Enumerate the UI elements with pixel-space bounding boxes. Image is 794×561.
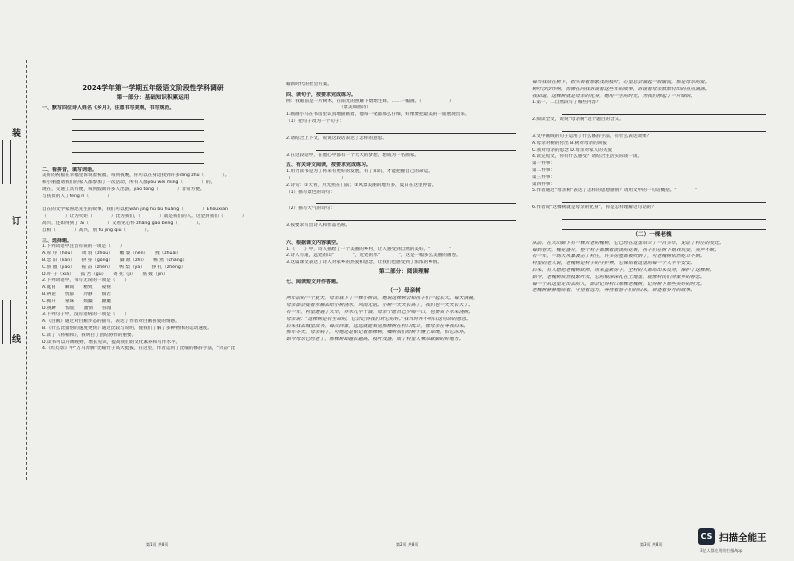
question-line: （1）把句子改为一个句子：: [286, 118, 345, 124]
answer-line: [72, 112, 204, 120]
passage-line: 后来我去城里读书，每次回家，远远就能看见那棵树在村口挺立，像母亲在等我归来。: [286, 323, 469, 329]
question-line: 美好的祝福在幸福里诉说着祝福，每到夜晚，你可以在身边找到许多dìng zhǔ（ ）。: [42, 173, 230, 179]
question-line: 6.作者说“这棵树就是母亲的化身”，你是怎样理解这句话的？: [532, 205, 656, 211]
question-line: 喻新时代的社会方案。: [286, 82, 332, 87]
question-line: 例：我眼前是一片树木，在阳光的照耀下熠熠生辉，……一幅画。（ ）: [286, 98, 454, 104]
passage-line: 后来，有人想把老槐树砍掉，用来盖新房子，全村的人都站出来反对，保护了这棵树。: [532, 267, 715, 273]
question-line: C.读了《将相和》，我明白了团结协作的重要。: [42, 332, 137, 338]
question-line: 3.下列句子中，没有语病的一项是（ ）: [42, 312, 130, 318]
question-line: B.《什么比猎豹的速度更快》通过比较与说明，使我们了解了多种物体的运动速度。: [42, 325, 212, 331]
passage-line: 树叶沙沙作响，仿佛在向我诉说着这些年的故事，诉说着母亲默默付出的点点滴滴。: [532, 86, 710, 92]
question-line: 2.请结合上下文，说说这段话表达了怎样的意思。: [286, 135, 387, 141]
answer-line: [562, 195, 766, 203]
question-line: 3.文中画线的句子运用了什么修辞手法，有什么表达效果？: [532, 133, 652, 139]
question-line: 4.读完短文，你有什么感受？请结合生活实际谈一谈。: [532, 154, 643, 160]
passage-line: 每当我站在树下，抬头看着那繁茂的枝叶，心里总会涌起一股暖流，那是母亲的爱。: [532, 80, 710, 85]
question-line: （ ）: [286, 175, 346, 181]
question-line: 六、根据课文内容填空。: [286, 239, 342, 246]
question-line: B.辨论 忧郁 冷静 倘若: [42, 291, 111, 297]
answer-line: [72, 123, 204, 131]
question-line: 高兴，还如得到了 ǎi（ ）又看见心怀 zhǎng gāo bēng（ ）。: [42, 220, 204, 226]
question-line: 二、看拼音，填写词语。: [42, 166, 98, 173]
page-column-3: [532, 80, 772, 530]
question-line: 3.按要求写出诗人和作品名称。: [286, 223, 351, 229]
page-footer-2: 第2页 共8页: [396, 542, 419, 547]
question-line: 2.诗句：①天青，月光照在门前；②风景美丽的地方多，夏日在这里停留。: [286, 182, 437, 188]
question-line: 3.在这段话中，在他心中都有一个大大的梦想，想成为一名画家。: [286, 152, 420, 158]
passage-line: 两年前的一个夏天，母亲栽下了一棵小树苗，她说这棵树会和孩子们一起长大。每天清晨，: [286, 296, 478, 302]
camscanner-logo-icon: CS: [698, 528, 715, 545]
scanner-watermark: [696, 526, 792, 558]
passage-line: 有一年，村里遭遇了大旱，井水几乎干涸，母亲宁愿自己少喝一口，也要省下水来浇树。: [286, 309, 474, 315]
question-line: A.《白鹅》通过对白鹅步态的描写，表达了作者对白鹅喜爱的情感。: [42, 319, 180, 325]
question-line: 四、读句子，按要求完成练习。: [286, 91, 357, 98]
margin-char-xian: 线: [12, 335, 22, 345]
question-line: 1.下列词语中注音有误的一项是（ ）: [42, 244, 125, 250]
margin-char-ding: 订: [12, 217, 22, 227]
answer-line: [562, 107, 766, 115]
passage1-title: （一）母亲树: [387, 287, 421, 294]
margin-field-box: [2, 300, 11, 344]
question-line: C.我对母亲的思念 D.母亲对家人的关爱: [532, 147, 613, 153]
question-line: 1.画画小马在书房里认真地描画着，他每一笔都那么仔细，好像要把最美的一面展现出来。: [286, 112, 470, 118]
question-line: C.揭开 蒙昧 烦躁 颠簸: [42, 298, 111, 304]
passage-line: 母亲说：“这棵树是有生命的，它会记得我们对它的好。”我当时并不明白这句话的意思。: [286, 316, 471, 322]
answer-line: [316, 143, 516, 151]
passage-line: 如今，老槐树依然枝繁叶茂，它的根深深扎在土地里，就像村民们对家乡的眷恋。: [532, 274, 705, 280]
passage-line: 我知道，这棵树就是母亲的化身，她用一生的时光，为我们撑起了一片绿荫。: [532, 93, 696, 99]
passage-line: 村里的老人说，老槐树是村子的守护神，它保佑着这里的每一个人平平安安。: [532, 261, 696, 267]
question-line: D.读书可以开阔视野，增长见识，提高我们的文化素养和写作水平。: [42, 339, 181, 345]
brand-tagline: 3亿人都在用的扫描App: [700, 548, 743, 553]
question-line: 与扶贫的人了fēng rì（ ）: [42, 193, 113, 199]
question-line: C.骄 傲（jiāo） 振 奋（zhèn） 鸭 梨（yā） 挣 扎（zhēng）: [42, 264, 186, 270]
question-line: D.挑衅 惊慌 激情 弥漫: [42, 305, 112, 311]
question-line: [42, 201, 264, 208]
question-line: 自相（ ）高兴，别 fú jìng qiú（ ）。: [42, 227, 152, 233]
page-column-2: [286, 82, 522, 532]
passage-line: 从前，在大山脚下有一棵古老的槐树，它已经在这里站立了一百多年，见证了村庄的变迁。: [532, 240, 724, 246]
question-line: 自在的文学家鲁迅先生的故事，我们可以把wǎn jìng hǔ bǔ huáng（ ）Ěhóuxiān: [42, 207, 228, 213]
question-line: A.母亲对树的付出 B.树对母亲的回报: [532, 140, 607, 146]
answer-line: [316, 196, 516, 204]
question-line: [286, 230, 522, 237]
part1-title: 第一部分：基础知识积累运用: [116, 95, 190, 101]
passage-line: 老槐树静静地站着，守望着远方，等待着游子们的归来，讲述着岁月的故事。: [532, 288, 696, 294]
answer-line: [72, 156, 204, 164]
question-line: A.厚 序（hòu） 周 羽（zhōu） 嫩 黎（nèn） 拽（zhuài）: [42, 251, 182, 257]
question-line: 和小丽邀请我们的家人都参加了一次活动，所有人都yǒu wéi míng（ ）的。: [42, 180, 216, 186]
question-line: 第一件事：: [532, 161, 555, 167]
question-line: （ ）让为火炬（ ）比为我们，（ ）就是我们的人。这金封我们（ ）: [42, 214, 247, 220]
question-line: 三、选择题。: [42, 237, 73, 244]
question-line: 1.《 》中，诗人描绘了一个美丽的乡村，让人感受到自然的美好。“ ”: [286, 246, 452, 252]
question-line: （1）描写景色的诗句：: [286, 189, 335, 195]
answer-line: [316, 126, 516, 134]
binding-cut-line: [26, 60, 27, 480]
question-line: D.吓 子（xià） 孤 苦（gū） 寄 托（jì） 筋 疲（jīn）: [42, 271, 168, 277]
question-line: 现在，交通工具方便，每到假期许多人出游，jiāo tōng（ ）非常方便。: [42, 186, 205, 192]
passage-line: 每到春天，槐花盛开，整个村子都飘着淡淡的花香，孩子们在树下嬉戏玩耍，笑声不断。: [532, 247, 720, 253]
page-column-1: [42, 84, 264, 534]
question-line: 4.《红灯影》中“万马奔腾”比喻竹子高大挺拔，在这里，作者运用了比喻的修辞手法，“兴奋”比: [42, 346, 236, 352]
passage-line: 如今母亲已经老了，那棵树却越长越高，枝叶茂盛，成了村里人乘凉歇脚的好地方。: [286, 337, 464, 343]
answer-line: [316, 213, 516, 221]
passage-line: 母亲都会提着水桶去给小树浇水，风雨无阻。小树一天天长高了，我们也一天天长大了。: [286, 303, 474, 309]
answer-line: [562, 212, 766, 220]
question-line: 1.用力读书是为了将来有更好的发展，有了知识，才能把握自己的命运。: [286, 169, 433, 175]
question-line: 2.阅读全文，说说“母亲树”这个题目的含义。: [532, 117, 624, 123]
question-line: 第三件事：: [532, 174, 555, 180]
answer-line: [562, 222, 766, 230]
passage-line: 那年冬天，母亲病了，可她还是惦记着那棵树，嘱咐我们给树干缠上草绳，怕它冻坏。: [286, 330, 469, 336]
margin-char-zhuang: 装: [12, 129, 22, 139]
passage-line: 有一年，一场大风暴袭击了村庄，许多房屋都被吹倒了，可老槐树依然屹立不倒。: [532, 254, 705, 260]
question-line: 第四件事：: [532, 181, 555, 187]
question-line: 2.下列词语中，书写无误的一项是（ ）: [42, 278, 130, 284]
binding-margin: [0, 0, 40, 561]
answer-line: [72, 145, 204, 153]
question-line: 2.诗人写道，远处的山“ ”，近处的水“ ”，这是一幅多么美丽的画卷。: [286, 253, 461, 259]
answer-line: [72, 134, 204, 142]
page-footer-1: 第1页 共8页: [146, 542, 169, 547]
passage2-title: （二）一棵老槐: [632, 231, 672, 238]
answer-line: [562, 124, 766, 132]
part2-title: 第二部分：阅读理解: [378, 268, 430, 275]
question-line: A.诞育 瞬间 精致 窥视: [42, 285, 111, 291]
question-line: 5.作者通过“母亲树”表达了怎样的思想感情？请用文中的一句话概括。“ ”: [532, 188, 698, 194]
question-line: （景美如画诗）: [286, 105, 371, 111]
question-line: B.恋 旧（liàn） 拱 身（gǒng） 脚 趾（zhǐ） 畅 然（chàng）: [42, 257, 188, 263]
question-line: （2）描写天气的诗句：: [286, 206, 335, 212]
brand-name: 扫描全能王: [719, 533, 767, 544]
page-footer-3: 第3页 共8页: [640, 542, 663, 547]
question-line: 一、默写四位诗人姓名《乡月》，注意书写美观，书写规范。: [42, 104, 175, 111]
margin-field-box: [2, 140, 11, 184]
question-line: 五、有关诗文阅读，按要求完成练习。: [286, 162, 372, 169]
question-line: 1.第一、二自然段写了哪些内容？: [532, 100, 601, 106]
question-line: 3.这篇课文表达了诗人对家乡的热爱和思念，让我们也感受到了浓浓的乡情。: [286, 260, 442, 266]
question-line: 第二件事：: [532, 167, 555, 173]
exam-title: 2024学年第一学期五年级语文阶段性学科调研: [82, 84, 224, 92]
reading-heading: 七、阅读短文并作答题。: [286, 278, 342, 285]
passage-line: 每一个从这里走出去的人，都会记得村口那棵老槐树，记得树下那些美好的时光。: [532, 281, 705, 287]
